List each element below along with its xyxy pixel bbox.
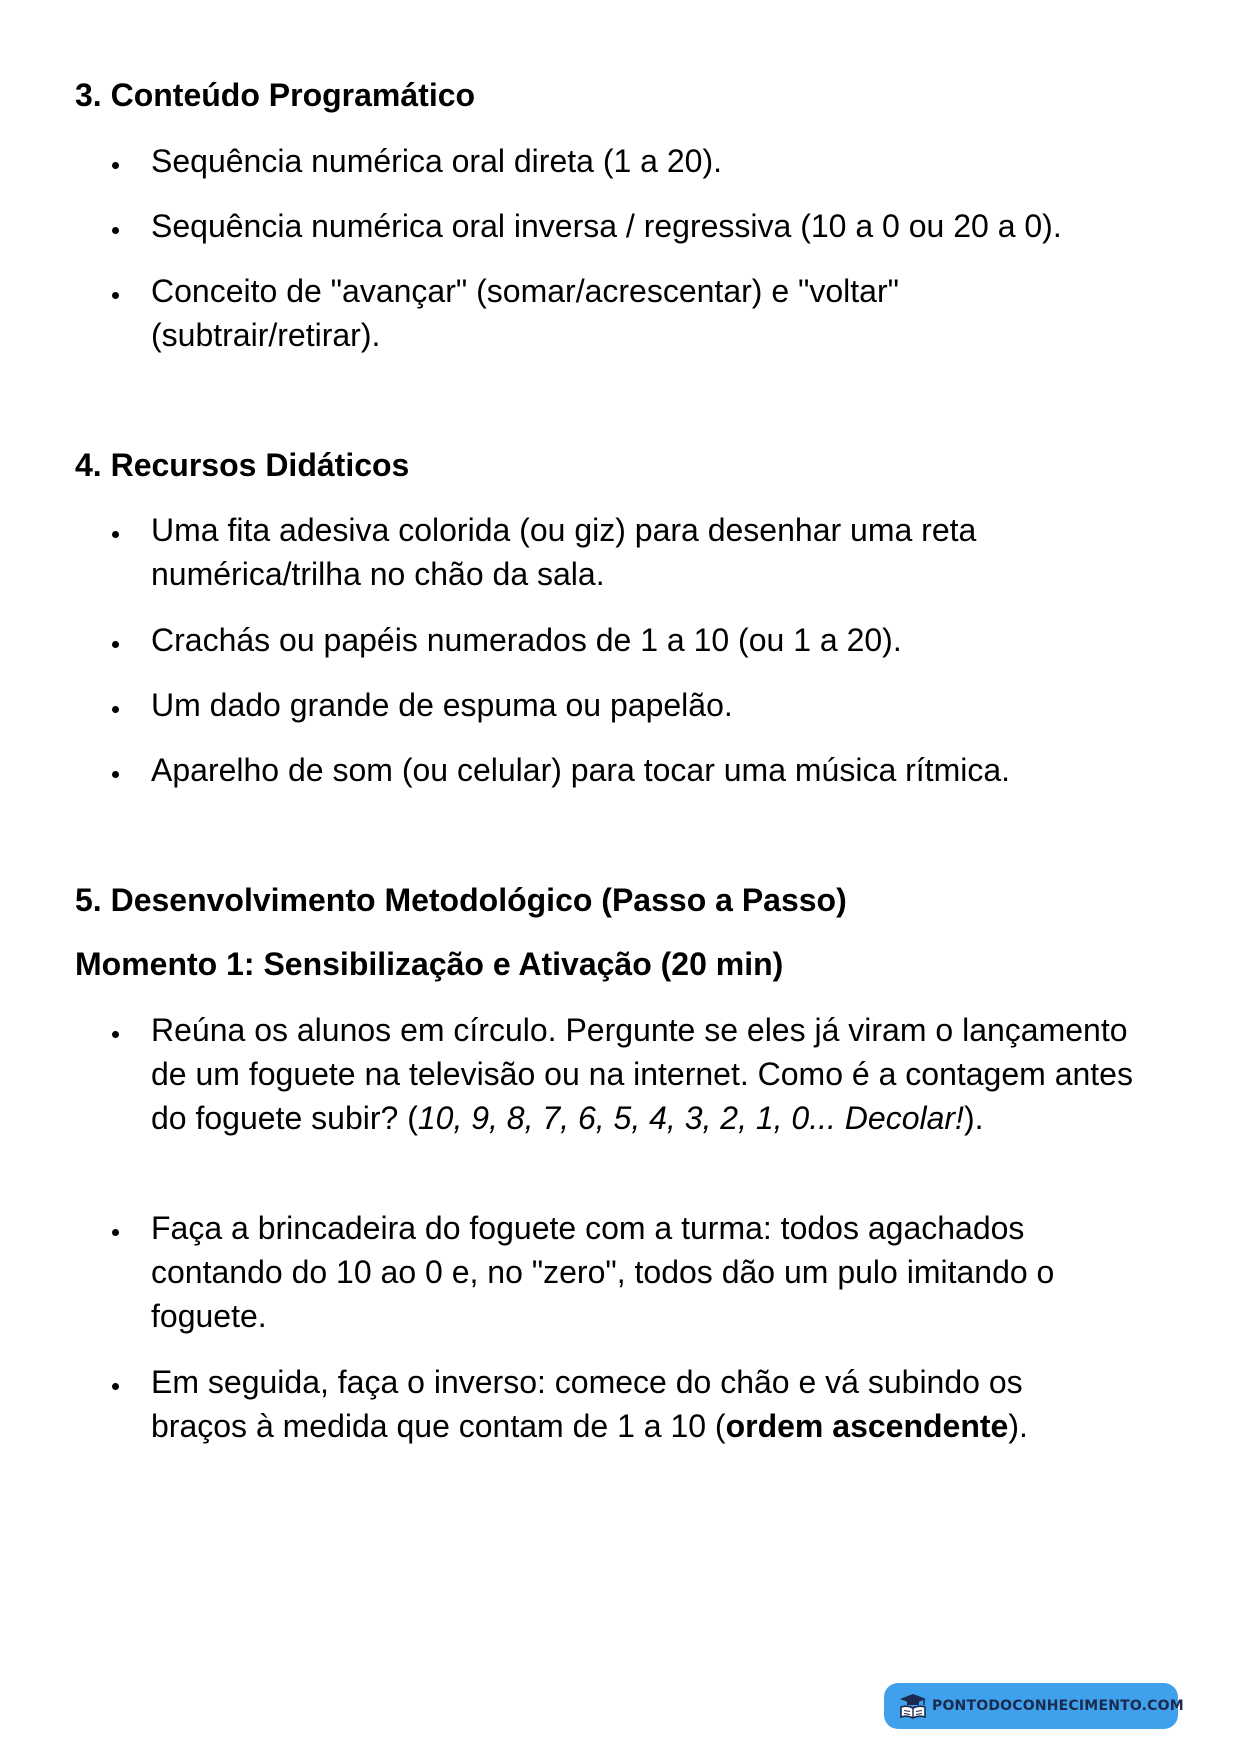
list-item-text-start: Em seguida, faça o inverso: comece do chão e vá subindo os braços à medida que contam de 1 a 10 ( <box>151 1364 1023 1444</box>
list-item-text: Faça a brincadeira do foguete com a turma: todos agachados contando do 10 ao 0 e, no "zero", todos dão um pulo imitando o foguete. <box>151 1210 1055 1334</box>
list-item-text <box>151 1008 1136 1140</box>
list-item-text: Conceito de "avançar" (somar/acrescentar) e "voltar" (subtrair/retirar). <box>151 273 899 353</box>
site-logo-text: PONTODOCONHECIMENTO.COM <box>932 1698 1184 1714</box>
countdown-italic-text: 10, 9, 8, 7, 6, 5, 4, 3, 2, 1, 0... Decolar! <box>417 1100 964 1136</box>
bullet-icon <box>112 292 119 299</box>
section-heading-recursos: 4. Recursos Didáticos <box>75 447 410 483</box>
list-item-text-end: ). <box>1008 1408 1028 1444</box>
bullet-icon <box>112 641 119 648</box>
list-item-text: Crachás ou papéis numerados de 1 a 10 (ou 1 a 20). <box>151 622 902 658</box>
list-item-text-start: Reúna os alunos em círculo. Pergunte se eles já viram o lançamento de um foguete na televisão ou na internet. Como é a contagem antes do foguete subir? ( <box>151 1012 1133 1136</box>
list-item-text: Sequência numérica oral inversa / regressiva (10 a 0 ou 20 a 0). <box>151 208 1062 244</box>
graduation-book-icon <box>898 1692 928 1720</box>
bullet-icon <box>112 531 119 538</box>
section-heading-desenvolvimento: 5. Desenvolvimento Metodológico (Passo a Passo) <box>75 882 847 918</box>
bullet-icon <box>112 227 119 234</box>
list-item-text: Aparelho de som (ou celular) para tocar uma música rítmica. <box>151 752 1011 788</box>
list-item-text: Uma fita adesiva colorida (ou giz) para desenhar uma reta numérica/trilha no chão da sala. <box>151 512 977 592</box>
ordem-ascendente-bold-text: ordem ascendente <box>725 1408 1009 1444</box>
bullet-icon <box>112 1229 119 1236</box>
bullet-icon <box>112 162 119 169</box>
list-item-text: Sequência numérica oral direta (1 a 20). <box>151 143 722 179</box>
bullet-icon <box>112 1383 119 1390</box>
bullet-icon <box>112 1031 119 1038</box>
bullet-icon <box>112 706 119 713</box>
list-item-text: Um dado grande de espuma ou papelão. <box>151 687 733 723</box>
bullet-icon <box>112 771 119 778</box>
subheading-momento-1: Momento 1: Sensibilização e Ativação (20 min) <box>75 946 784 982</box>
section-heading-conteudo: 3. Conteúdo Programático <box>75 77 476 113</box>
list-item-text <box>151 1360 1111 1448</box>
list-item-text-end: ). <box>963 1100 984 1136</box>
site-logo-badge[interactable] <box>884 1683 1184 1729</box>
